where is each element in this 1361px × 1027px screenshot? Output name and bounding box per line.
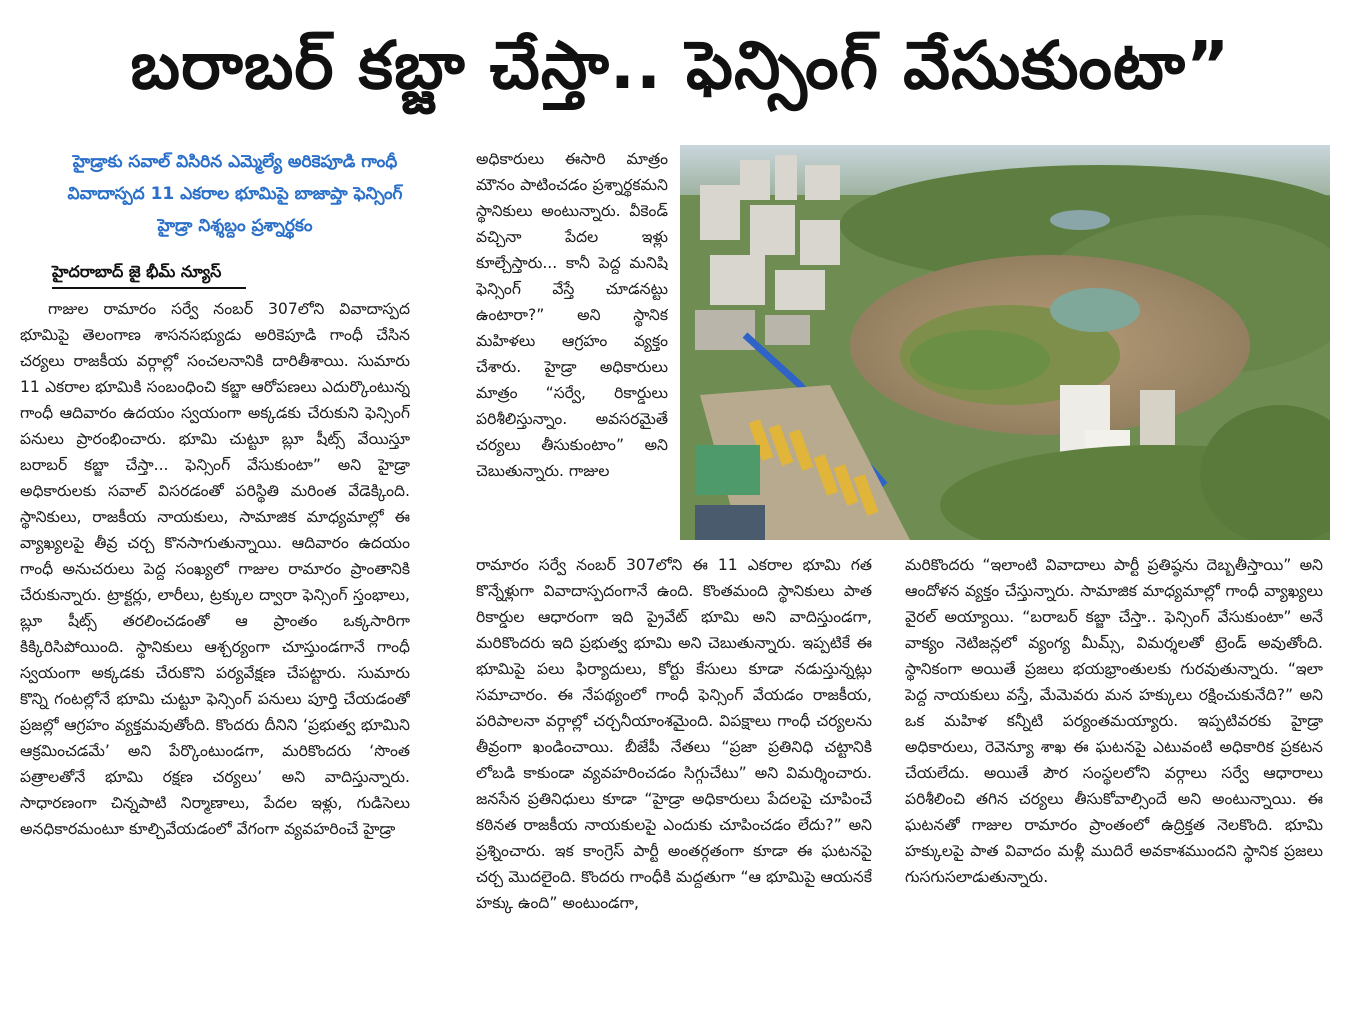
subheading-1: హైడ్రాకు సవాల్ విసిరిన ఎమ్మెల్యే అరికెపూడి గాంధీ (72, 152, 398, 172)
article-column-2-bottom (476, 552, 872, 1012)
headline: బరాబర్ కబ్జా చేస్తా.. ఫెన్సింగ్ వేసుకుంటా” (130, 27, 1231, 104)
article-text: అధికారులు ఈసారి మాత్రం మౌనం పాటించడం ప్రశ్నార్థకమని స్థానికులు అంటున్నారు. వీకెండ్ వచ్చినా పేదల ఇళ్లు కూల్చేస్తారు... కానీ పెద్ద మనిషి ఫెన్సింగ్ వేస్తే చూడనట్టు ఉంటారా?” అని స్థానిక మహిళలు ఆగ్రహం వ్యక్తం చేశారు. హైడ్రా అధికారులు మాత్రం “సర్వే, రికార్డులు పరిశీలిస్తున్నాం. అవసరమైతే చర్యలు తీసుకుంటాం” అని చెబుతున్నారు. గాజుల (476, 150, 668, 480)
article-text: మరికొందరు “ఇలాంటి వివాదాలు పార్టీ ప్రతిష్ఠను దెబ్బతీస్తాయి” అని ఆందోళన వ్యక్తం చేస్తున్నారు. సామాజిక మాధ్యమాల్లో గాంధీ వ్యాఖ్యలు వైరల్ అయ్యాయి. “బరాబర్ కబ్జా చేస్తా.. ఫెన్సింగ్ వేసుకుంటా” అనే వాక్యం నెటిజన్లలో వ్యంగ్య మీమ్స్, విమర్శలతో ట్రెండ్ అవుతోంది. స్థానికంగా అయితే ప్రజలు భయభ్రాంతులకు గురవుతున్నారు. “ఇలా పెద్ద నాయకులు వస్తే, మేమెవరు మన హక్కులు రక్షించుకునేది?” అని ఒక మహిళ కన్నీటి పర్యంతమయ్యారు. ఇప్పటివరకు హైడ్రా అధికారులు, రెవెన్యూ శాఖ ఈ ఘటనపై ఎటువంటి అధికారిక ప్రకటన చేయలేదు. అయితే పౌర సంస్థలలోని వర్గాలు సర్వే ఆధారాలు పరిశీలించి తగిన చర్యలు తీసుకోవాల్సిందే అని అంటున్నాయి. ఈ ఘటనతో గాజుల రామారం ప్రాంతంలో ఉద్రిక్తత నెలకొంది. భూమి హక్కులపై పాత వివాదం మళ్లీ ముదిరే అవకాశముందని స్థానిక ప్రజలు గుసగుసలాడుతున్నారు. (905, 556, 1323, 886)
article-text: గాజుల రామారం సర్వే నంబర్ 307లోని వివాదాస్పద భూమిపై తెలంగాణ శాసనసభ్యుడు అరికెపూడి గాంధీ చేసిన చర్యలు రాజకీయ వర్గాల్లో సంచలనానికి దారితీశాయి. సుమారు 11 ఎకరాల భూమికి సంబంధించి కబ్జా ఆరోపణలు ఎదుర్కొంటున్న గాంధీ ఆదివారం ఉదయం స్వయంగా అక్కడకు చేరుకుని ఫెన్సింగ్ పనులు ప్రారంభించారు. భూమి చుట్టూ బ్లూ షీట్స్ వేయిస్తూ బరాబర్ కబ్జా చేస్తా... ఫెన్సింగ్ వేసుకుంటా” అని హైడ్రా అధికారులకు సవాల్ విసరడంతో పరిస్థితి మరింత వేడెక్కింది. స్థానికులు, రాజకీయ నాయకులు, సామాజిక మాధ్యమాల్లో ఈ వ్యాఖ్యలపై తీవ్ర చర్చ కొనసాగుతున్నాయి. ఆదివారం ఉదయం గాంధీ అనుచరులు పెద్ద సంఖ్యలో గాజుల రామారం ప్రాంతానికి చేరుకున్నారు. ట్రాక్టర్లు, లారీలు, ట్రక్కుల ద్వారా ఫెన్సింగ్ స్తంభాలు, బ్లూ షీట్స్ తరలించడంతో ఆ ప్రాంతం ఒక్కసారిగా కిక్కిరిసిపోయింది. స్థానికులు ఆశ్చర్యంగా చూస్తుండగానే గాంధీ స్వయంగా అక్కడకు చేరుకొని పర్యవేక్షణ చేపట్టారు. సుమారు కొన్ని గంటల్లోనే భూమి చుట్టూ ఫెన్సింగ్ పనులు పూర్తి చేయడంతో ప్రజల్లో ఆగ్రహం వ్యక్తమవుతోంది. కొందరు దీనిని ‘ప్రభుత్వ భూమిని ఆక్రమించడమే’ అని పేర్కొంటుండగా, మరికొందరు ‘సొంత పత్రాలతోనే భూమి రక్షణ చర్యలు’ అని వాదిస్తున్నారు. సాధారణంగా చిన్నపాటి నిర్మాణాలు, పేదల ఇళ్లు, గుడిసెలు అనధికారమంటూ కూల్చివేయడంలో వేగంగా వ్యవహరించే హైడ్రా (20, 300, 410, 838)
article-column-1 (20, 296, 410, 1012)
aerial-land-photo (680, 145, 1330, 540)
dateline-underline (52, 287, 246, 289)
article-column-2-top (476, 146, 668, 552)
article-text: రామారం సర్వే నంబర్ 307లోని ఈ 11 ఎకరాల భూమి గత కొన్నేళ్లుగా వివాదాస్పదంగానే ఉంది. కొంతమంది స్థానికులు పాత రికార్డుల ఆధారంగా ఇది ప్రైవేట్ భూమి అని వాదిస్తుండగా, మరికొందరు ఇది ప్రభుత్వ భూమి అని చెబుతున్నారు. ఇప్పటికే ఈ భూమిపై పలు ఫిర్యాదులు, కోర్టు కేసులు కూడా నడుస్తున్నట్లు సమాచారం. ఈ నేపథ్యంలో గాంధీ ఫెన్సింగ్ వేయడం రాజకీయ, పరిపాలనా వర్గాల్లో చర్చనీయాంశమైంది. విపక్షాలు గాంధీ చర్యలను తీవ్రంగా ఖండించాయి. బీజేపీ నేతలు “ప్రజా ప్రతినిధి చట్టానికి లోబడి కాకుండా వ్యవహరించడం సిగ్గుచేటు” అని విమర్శించారు. జనసేన ప్రతినిధులు కూడా “హైడ్రా అధికారులు పేదలపై చూపించే కఠినత రాజకీయ నాయకులపై ఎందుకు చూపించడం లేదు?” అని ప్రశ్నించారు. ఇక కాంగ్రెస్ పార్టీ అంతర్గతంగా కూడా ఈ ఘటనపై చర్చ మొదలైంది. కొందరు గాంధీకి మద్దతుగా “ఆ భూమిపై ఆయనకే హక్కు ఉంది” అంటుండగా, (476, 556, 872, 912)
article-column-3 (905, 552, 1323, 1012)
dateline: హైదరాబాద్ జై భీమ్ న్యూస్ (52, 262, 222, 281)
subheading-3: హైడ్రా నిశ్శబ్దం ప్రశ్నార్థకం (157, 216, 313, 236)
aerial-photo-image (680, 145, 1330, 540)
subheading-2: వివాదాస్పద 11 ఎకరాల భూమిపై బాజాప్తా ఫెన్సింగ్ (67, 184, 403, 204)
subheadings (20, 146, 450, 242)
